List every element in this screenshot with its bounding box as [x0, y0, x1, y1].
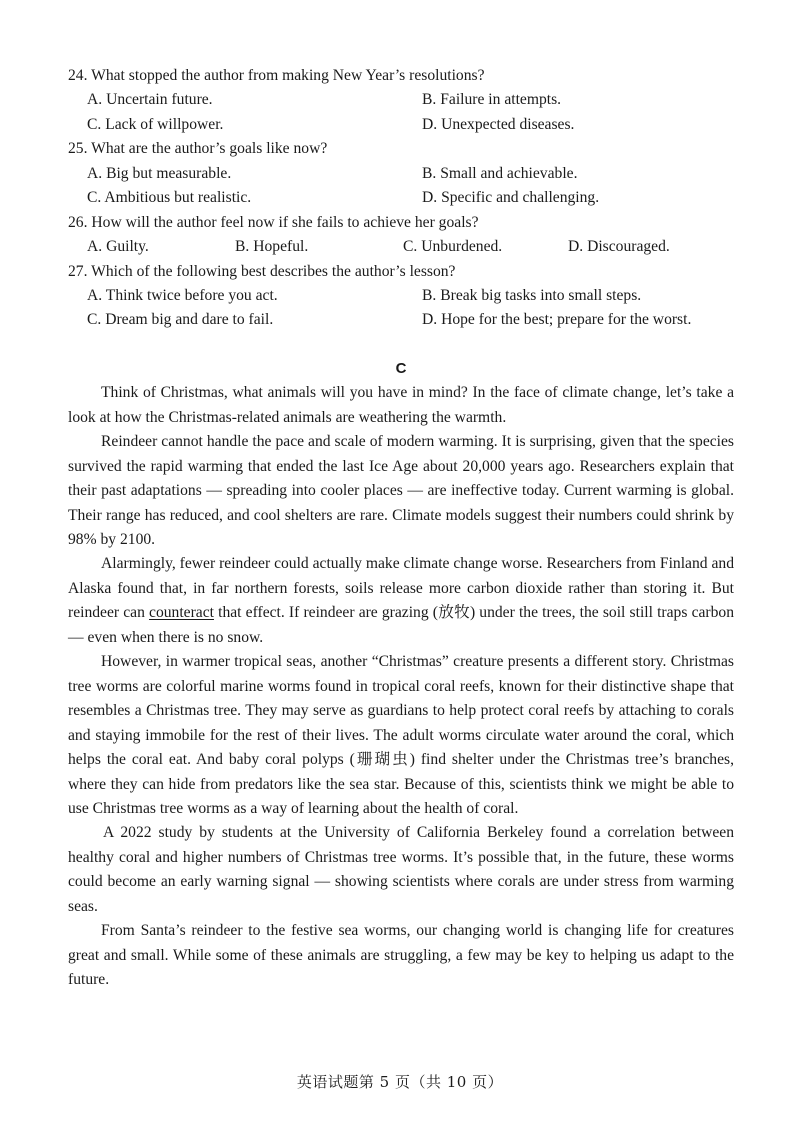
option-b: B. Break big tasks into small steps.	[422, 286, 642, 304]
options-row	[68, 88, 734, 112]
option-c: C. Ambitious but realistic.	[87, 189, 252, 207]
option-a: A. Uncertain future.	[87, 91, 213, 109]
option-d: D. Unexpected diseases.	[422, 115, 575, 133]
question-number: 25.	[68, 140, 88, 158]
passage-heading: C	[395, 359, 407, 377]
reading-passage	[68, 381, 734, 992]
option-b: B. Failure in attempts.	[422, 91, 562, 109]
option-d: D. Discouraged.	[568, 238, 670, 256]
question-stem	[68, 137, 734, 161]
passage-paragraph-2: Reindeer cannot handle the pace and scale of modern warming. It is surprising, given that the species survived the rapid warming that ended the last Ice Age about 20,000 years ago. Researchers explain that their past adaptations — spreading into cooler places — are ineffective today. Current warming is global. Their range has reduced, and cool shelters are rare. Climate models suggest their numbers could shrink by 98% by 2100.	[68, 433, 734, 548]
question-number: 24.	[68, 67, 88, 84]
option-c: C. Lack of willpower.	[87, 115, 224, 133]
exam-page	[68, 64, 734, 993]
option-d: D. Hope for the best; prepare for the worst.	[422, 311, 692, 329]
question-stem	[68, 211, 734, 235]
options-row	[68, 186, 734, 210]
passage-paragraph-1: Think of Christmas, what animals will you have in mind? In the face of climate change, let’s take a look at how the Christmas-related animals are weathering the warmth.	[68, 384, 734, 426]
page-footer: 英语试题第 5 页（共 10 页）	[296, 1073, 504, 1091]
question-stem	[68, 64, 734, 88]
question-26	[68, 211, 734, 260]
options-row	[68, 235, 734, 259]
option-c: C. Dream big and dare to fail.	[87, 311, 274, 329]
question-24	[68, 64, 734, 137]
question-text: What stopped the author from making New Year’s resolutions?	[91, 67, 485, 84]
option-a: A. Guilty.	[87, 238, 149, 256]
passage-paragraph-5: A 2022 study by students at the University of California Berkeley found a correlation between healthy coral and higher numbers of Christmas tree worms. It’s possible that, in the future, these worms could become an early warning signal — showing scientists where corals are under stress from warming seas.	[68, 824, 734, 915]
option-b: B. Small and achievable.	[422, 164, 578, 182]
option-d: D. Specific and challenging.	[422, 189, 600, 207]
option-c: C. Unburdened.	[403, 238, 503, 256]
question-text: How will the author feel now if she fails to achieve her goals?	[91, 213, 479, 231]
options-row	[68, 162, 734, 186]
passage-paragraph-6: From Santa’s reindeer to the festive sea worms, our changing world is changing life for creatures great and small. While some of these animals are struggling, a few may be key to helping us adapt to the future.	[68, 922, 734, 989]
question-number: 27.	[68, 262, 88, 280]
question-stem	[68, 260, 734, 284]
passage-paragraph-3: Alarmingly, fewer reindeer could actually make climate change worse. Researchers from Finland and Alaska found that, in far northern forests, soils release more carbon dioxide rather than storing it. But reindeer can counteract that effect. If reindeer are grazing (放牧) under the trees, the soil still traps carbon — even when there is no snow.	[68, 555, 734, 646]
question-text: What are the author’s goals like now?	[91, 140, 328, 158]
question-25	[68, 137, 734, 210]
passage-paragraph-4: However, in warmer tropical seas, another “Christmas” creature presents a different story. Christmas tree worms are colorful marine worms found in tropical coral reefs, known for their distinctive shape that resembles a Christmas tree. They may serve as guardians to help protect coral reefs by attaching to corals and staying immobile for the rest of their lives. The adult worms circulate water around the coral, which helps the coral eat. And baby coral polyps (珊瑚虫) find shelter under the Christmas tree’s branches, where they can hide from predators like the sea star. Because of this, scientists think we might be able to use Christmas tree worms as a way of learning about the health of coral.	[68, 653, 734, 817]
option-b: B. Hopeful.	[235, 238, 309, 256]
option-a: A. Think twice before you act.	[87, 286, 278, 304]
option-a: A. Big but measurable.	[87, 164, 232, 182]
question-27	[68, 260, 734, 333]
options-row	[68, 284, 734, 308]
question-text: Which of the following best describes the author’s lesson?	[91, 262, 456, 280]
underlined-word: counteract	[149, 604, 214, 622]
options-row	[68, 308, 734, 332]
question-number: 26.	[68, 213, 88, 231]
options-row	[68, 113, 734, 137]
